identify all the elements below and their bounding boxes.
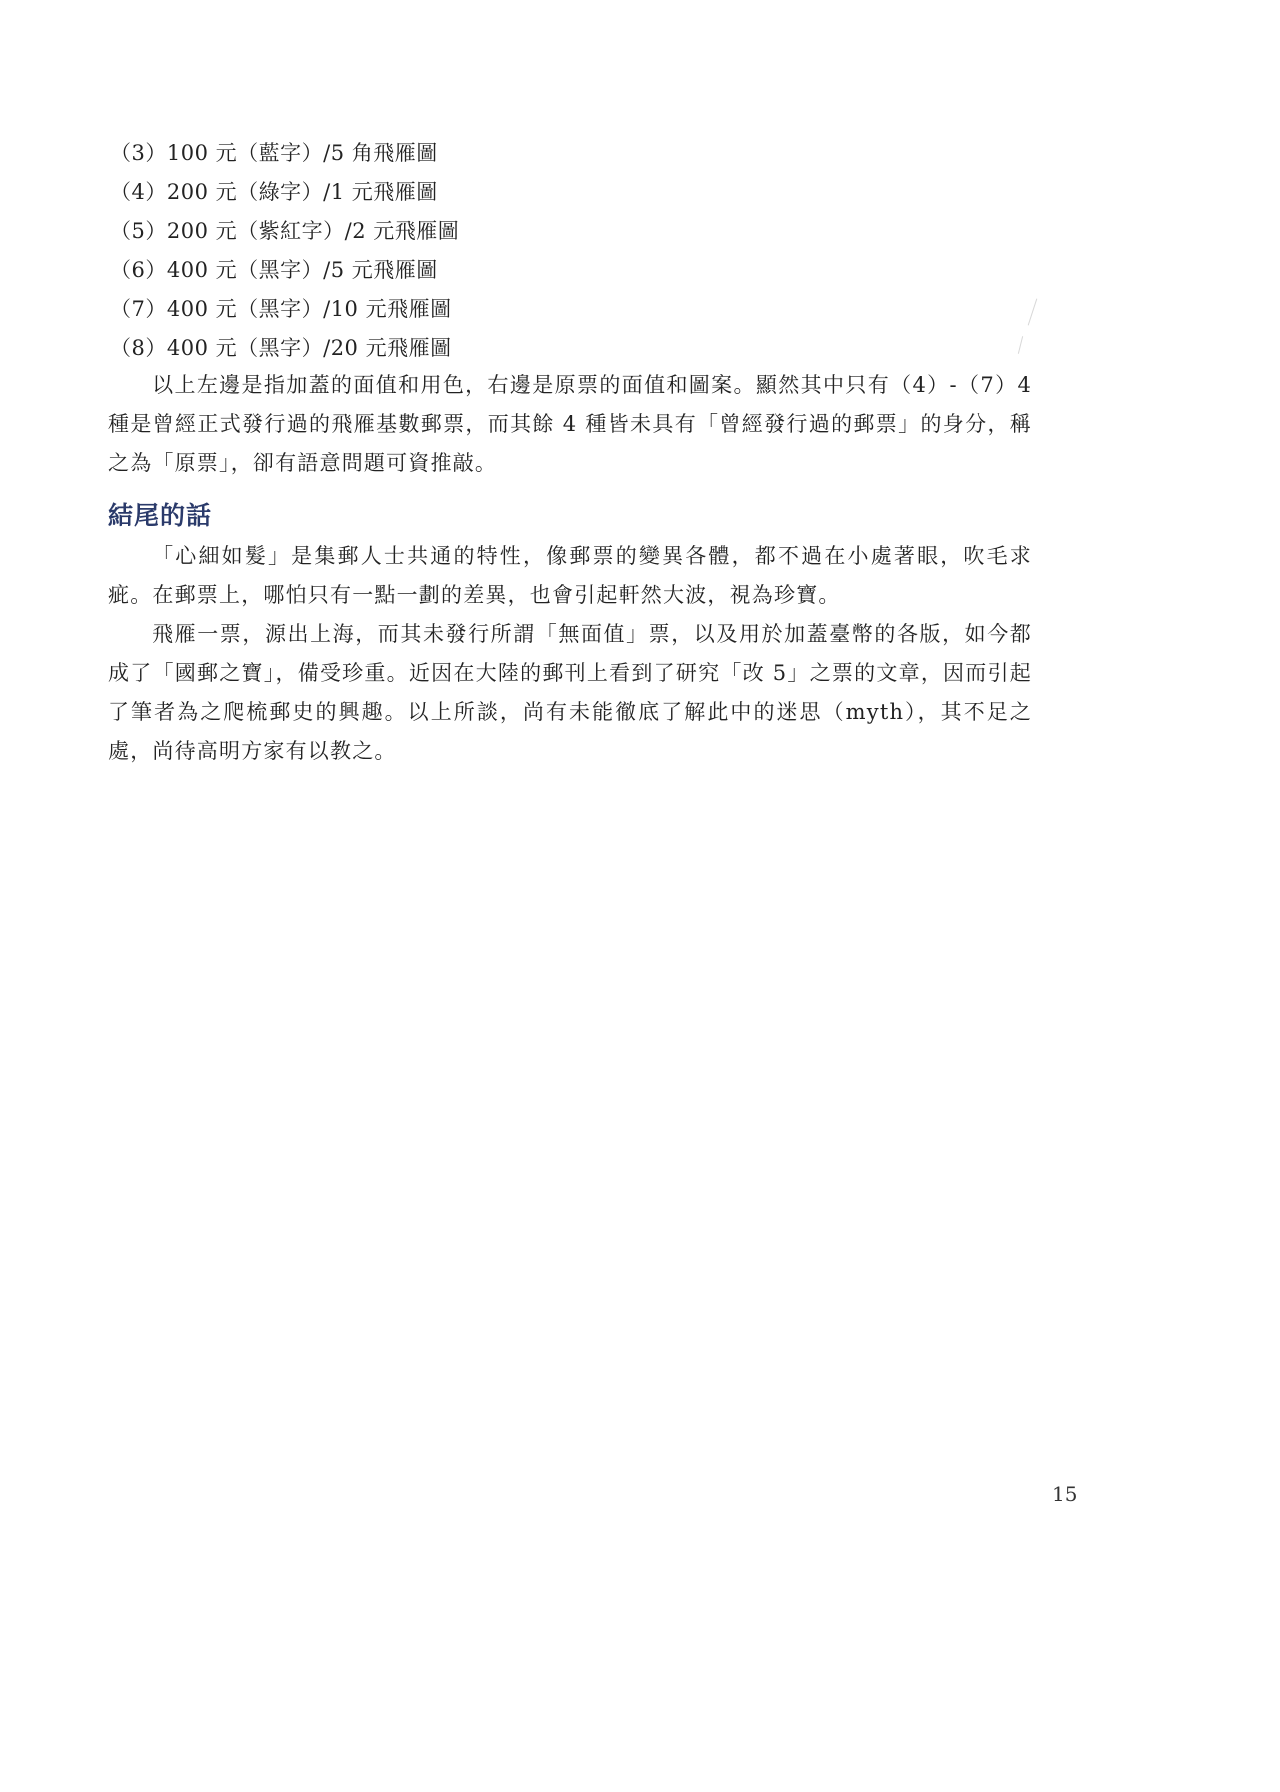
surcharge-list [110,134,1030,368]
list-item: （4）200 元（綠字）/1 元飛雁圖 [110,180,438,204]
list-item: （6）400 元（黑字）/5 元飛雁圖 [110,258,438,282]
body-paragraph: 以上左邊是指加蓋的面值和用色，右邊是原票的面值和圖案。顯然其中只有（4）-（7）4 種是曾經正式發行過的飛雁基數郵票，而其餘 4 種皆未具有「曾經發行過的郵票」的身分，稱之為「原票」，卻有語意問題可資推敲。 [108,373,1032,475]
list-item: （7）400 元（黑字）/10 元飛雁圖 [110,297,452,321]
list-item: （3）100 元（藍字）/5 角飛雁圖 [110,141,438,165]
section-heading: 結尾的話 [108,501,213,530]
list-item: （8）400 元（黑字）/20 元飛雁圖 [110,336,452,360]
page-number: 15 [1052,1482,1078,1506]
body-paragraph: 飛雁一票，源出上海，而其未發行所謂「無面值」票，以及用於加蓋臺幣的各版，如今都成了「國郵之寶」，備受珍重。近因在大陸的郵刊上看到了研究「改 5」之票的文章，因而引起了筆者為之爬梳郵史的興趣。以上所談，尚有未能徹底了解此中的迷思（myth），其不足之處，尚待高明方家有以教之。 [108,622,1032,763]
body-paragraph: 「心細如髮」是集郵人士共通的特性，像郵票的變異各體，都不過在小處著眼，吹毛求疵。在郵票上，哪怕只有一點一劃的差異，也會引起軒然大波，視為珍寶。 [108,544,1032,607]
list-item: （5）200 元（紫紅字）/2 元飛雁圖 [110,219,460,243]
